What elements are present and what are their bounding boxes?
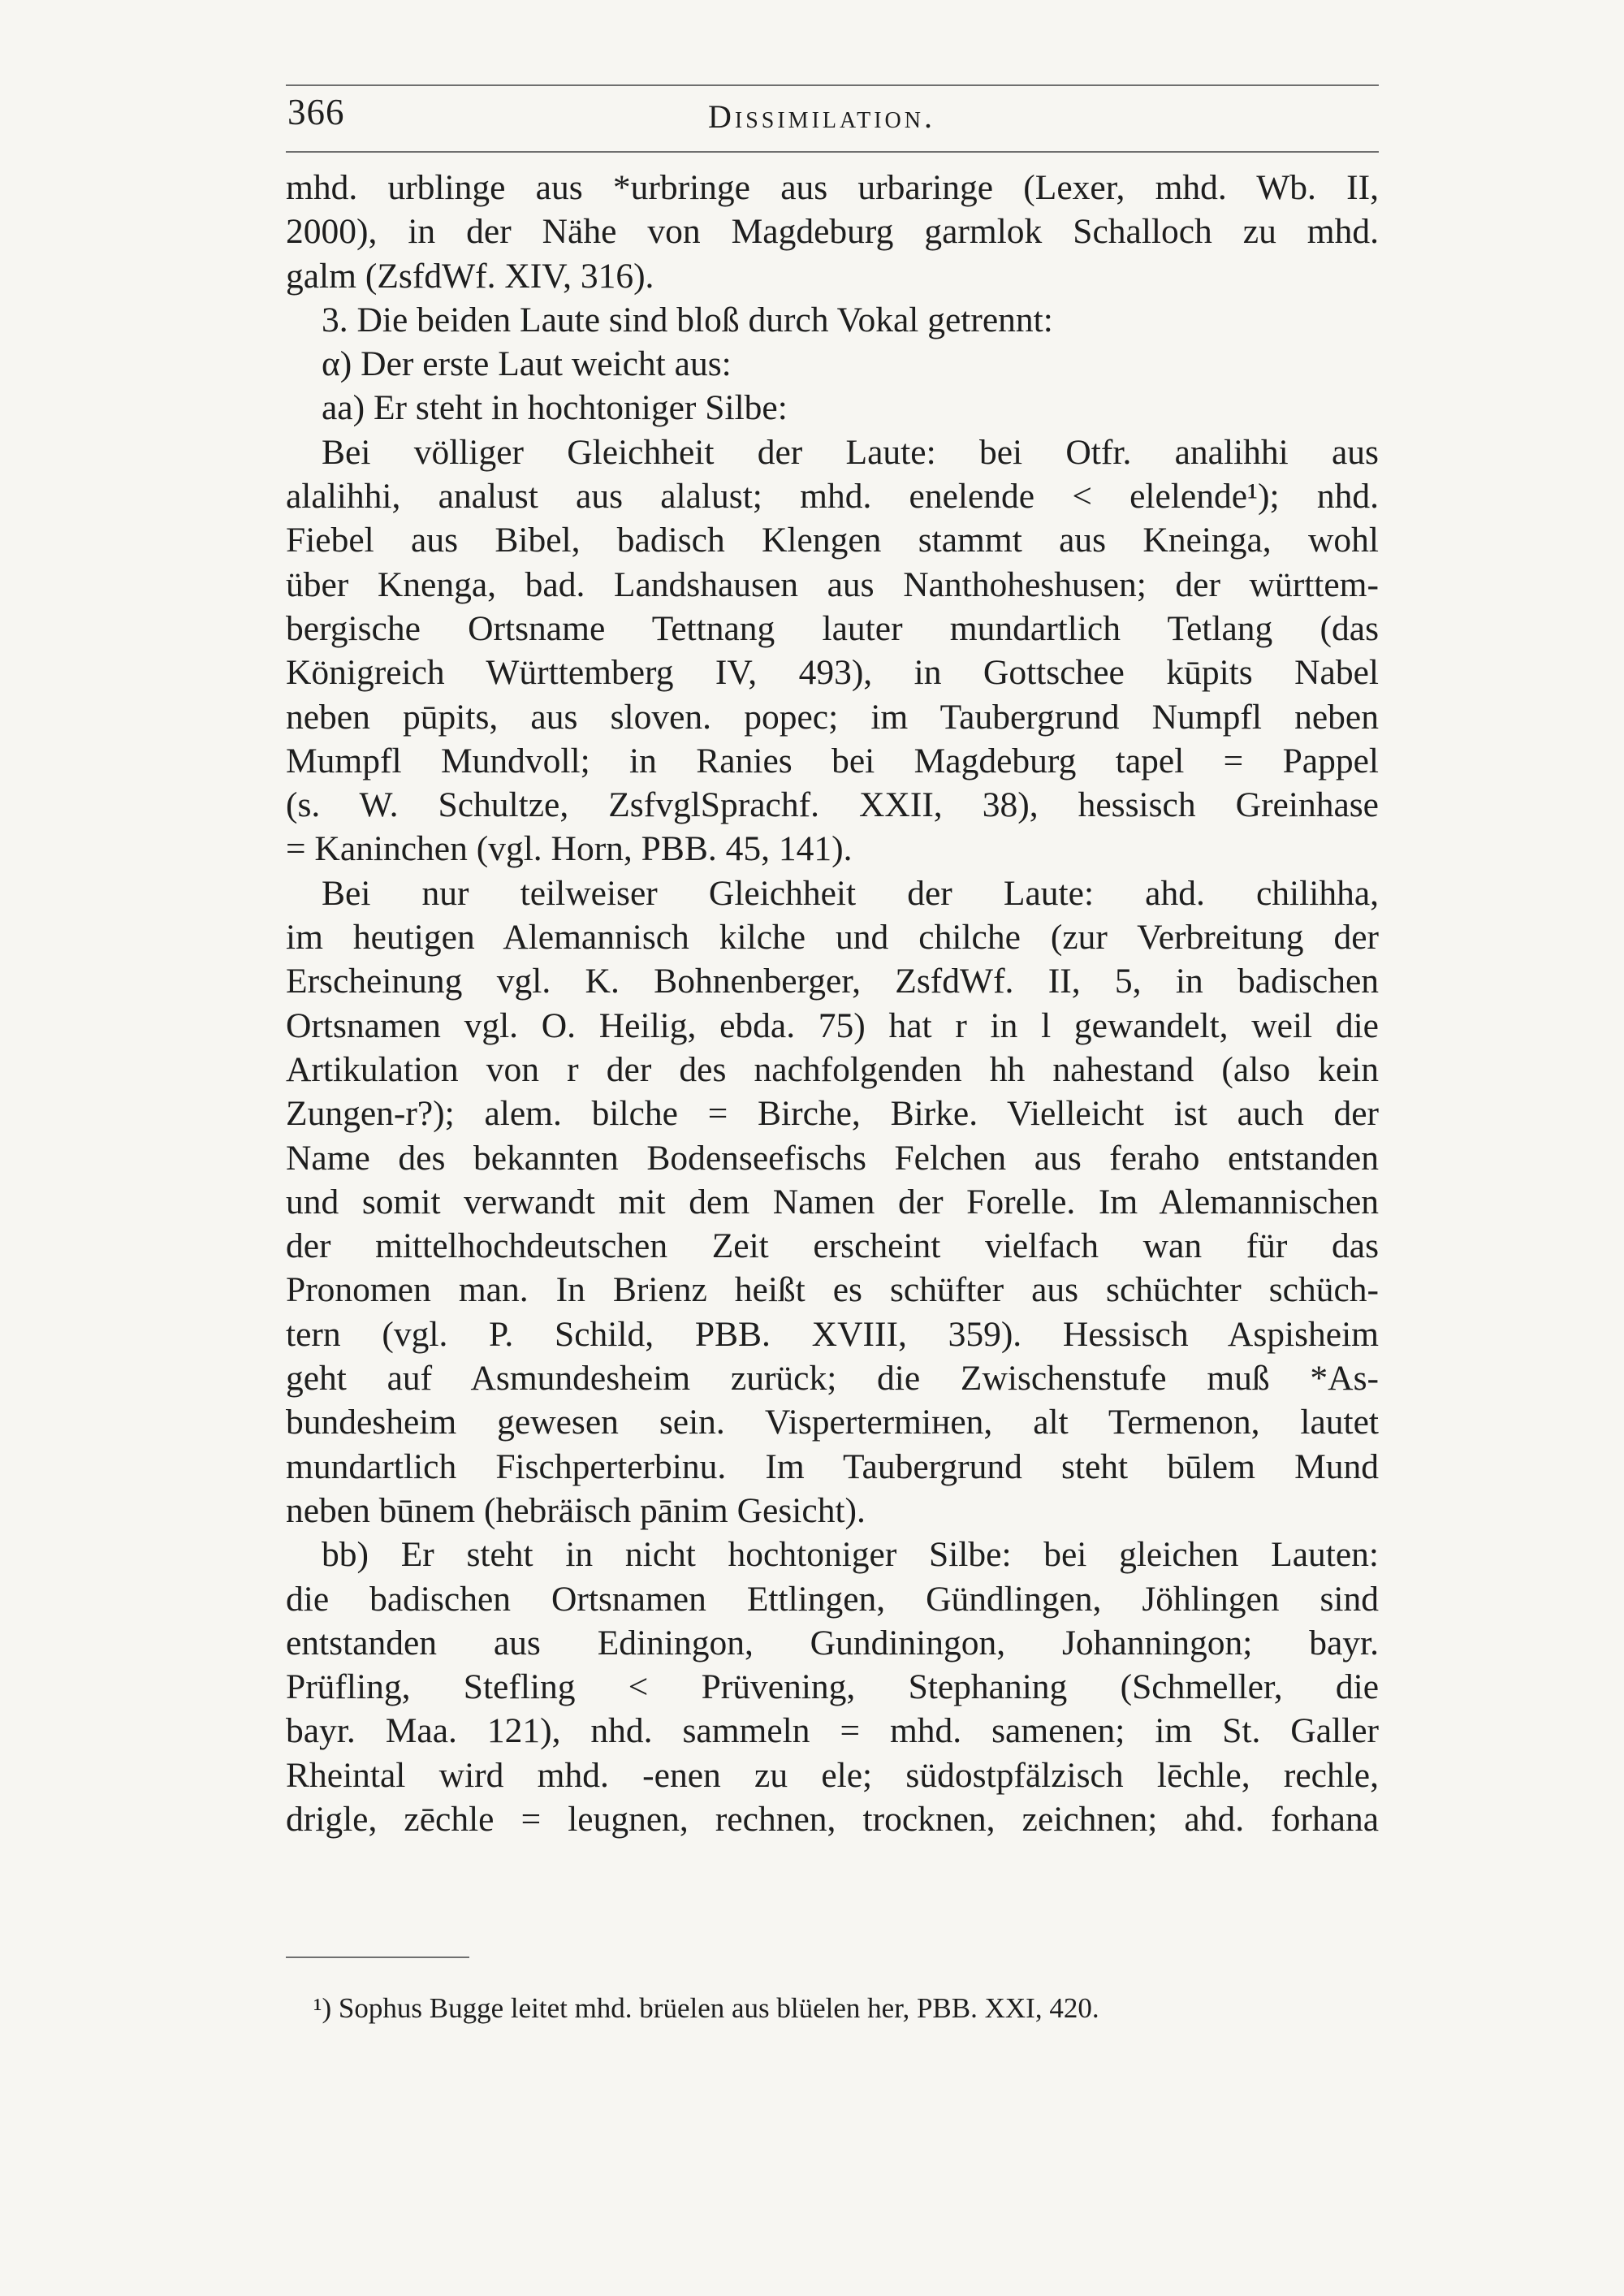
footnote-rule	[286, 1957, 469, 1958]
top-rule	[286, 84, 1379, 86]
text-line: bundesheim gewesen sein. Vispertermінen, alt Termenon, lautet	[286, 1403, 1379, 1442]
text-line: Prüfling, Stefling < Prüvening, Stephaning (Schmeller, die	[286, 1667, 1379, 1707]
text-line: neben pūpits, aus sloven. popec; im Taubergrund Numpfl neben	[286, 697, 1379, 737]
text-line: der mittelhochdeutschen Zeit erscheint vielfach wan für das	[286, 1226, 1379, 1266]
text-line: Fiebel aus Bibel, badisch Klengen stammt aus Kneinga, wohl	[286, 521, 1379, 560]
text-line: Königreich Württemberg IV, 493), in Gottschee kūpits Nabel	[286, 653, 1379, 693]
text-line: neben būnem (hebräisch pānim Gesicht).	[286, 1490, 866, 1530]
text-line: geht auf Asmundesheim zurück; die Zwischenstufe muß *As-	[286, 1359, 1379, 1399]
text-line: Bei völliger Gleichheit der Laute: bei Otfr. analihhi aus	[322, 432, 1379, 472]
text-line: α) Der erste Laut weicht aus:	[322, 344, 732, 384]
text-line: bb) Er steht in nicht hochtoniger Silbe: bei gleichen Lauten:	[322, 1535, 1379, 1575]
text-line: Pronomen man. In Brienz heißt es schüfter aus schüchter schüch-	[286, 1270, 1379, 1310]
text-line: aa) Er steht in hochtoniger Silbe:	[322, 388, 788, 428]
text-line: Mumpfl Mundvoll; in Ranies bei Magdeburg tapel = Pappel	[286, 741, 1379, 780]
text-line: alalihhi, analust aus alalust; mhd. enelende < elelende¹); nhd.	[286, 477, 1379, 517]
text-line: die badischen Ortsnamen Ettlingen, Gündlingen, Jöhlingen sind	[286, 1579, 1379, 1619]
text-line: Rheintal wird mhd. -enen zu ele; südostpfälzisch lēchle, rechle,	[286, 1755, 1379, 1795]
text-line: galm (ZsfdWf. XIV, 316).	[286, 256, 654, 296]
text-line: Ortsnamen vgl. O. Heilig, ebda. 75) hat r in l gewandelt, weil die	[286, 1005, 1379, 1045]
body-text	[286, 166, 1379, 1841]
text-line: 3. Die beiden Laute sind bloß durch Vokal getrennt:	[322, 300, 1053, 339]
text-line: im heutigen Alemannisch kilche und chilche (zur Verbreitung der	[286, 918, 1379, 958]
text-line: über Knenga, bad. Landshausen aus Nanthoheshusen; der württem-	[286, 564, 1379, 604]
text-line: Erscheinung vgl. K. Bohnenberger, ZsfdWf. II, 5, in badischen	[286, 962, 1379, 1001]
text-line: mhd. urblinge aus *urbringe aus urbaringe (Lexer, mhd. Wb. II,	[286, 168, 1379, 207]
text-line: drigle, zēchle = leugnen, rechnen, trocknen, zeichnen; ahd. forhana	[286, 1799, 1379, 1839]
text-line: Artikulation von r der des nachfolgenden hh nahestand (also kein	[286, 1049, 1379, 1089]
page-number: 366	[287, 92, 345, 132]
text-line: bergische Ortsname Tettnang lauter mundartlich Tetlang (das	[286, 608, 1379, 648]
text-line: bayr. Maa. 121), nhd. sammeln = mhd. samenen; im St. Galler	[286, 1711, 1379, 1751]
text-line: entstanden aus Ediningon, Gundiningon, Johanningon; bayr.	[286, 1623, 1379, 1663]
text-line: und somit verwandt mit dem Namen der Forelle. Im Alemannischen	[286, 1182, 1379, 1222]
text-line: tern (vgl. P. Schild, PBB. XVIII, 359). Hessisch Aspisheim	[286, 1314, 1379, 1354]
text-line: Name des bekannten Bodenseefischs Felchen aus feraho entstanden	[286, 1138, 1379, 1178]
text-line: Bei nur teilweiser Gleichheit der Laute: ahd. chilihha,	[322, 873, 1379, 913]
text-line: Zungen-r?); alem. bilche = Birche, Birke. Vielleicht ist auch der	[286, 1094, 1379, 1134]
running-title: Dissimilation.	[708, 98, 935, 135]
text-line: = Kaninchen (vgl. Horn, PBB. 45, 141).	[286, 829, 853, 869]
footnote: ¹) Sophus Bugge leitet mhd. brüelen aus blüelen her, PBB. XXI, 420.	[313, 1992, 1099, 2024]
text-line: (s. W. Schultze, ZsfvglSprachf. XXII, 38), hessisch Greinhase	[286, 785, 1379, 825]
text-line: mundartlich Fischperterbinu. Im Taubergrund steht būlem Mund	[286, 1446, 1379, 1486]
text-line: 2000), in der Nähe von Magdeburg garmlok Schalloch zu mhd.	[286, 212, 1379, 252]
header-rule	[286, 151, 1379, 153]
